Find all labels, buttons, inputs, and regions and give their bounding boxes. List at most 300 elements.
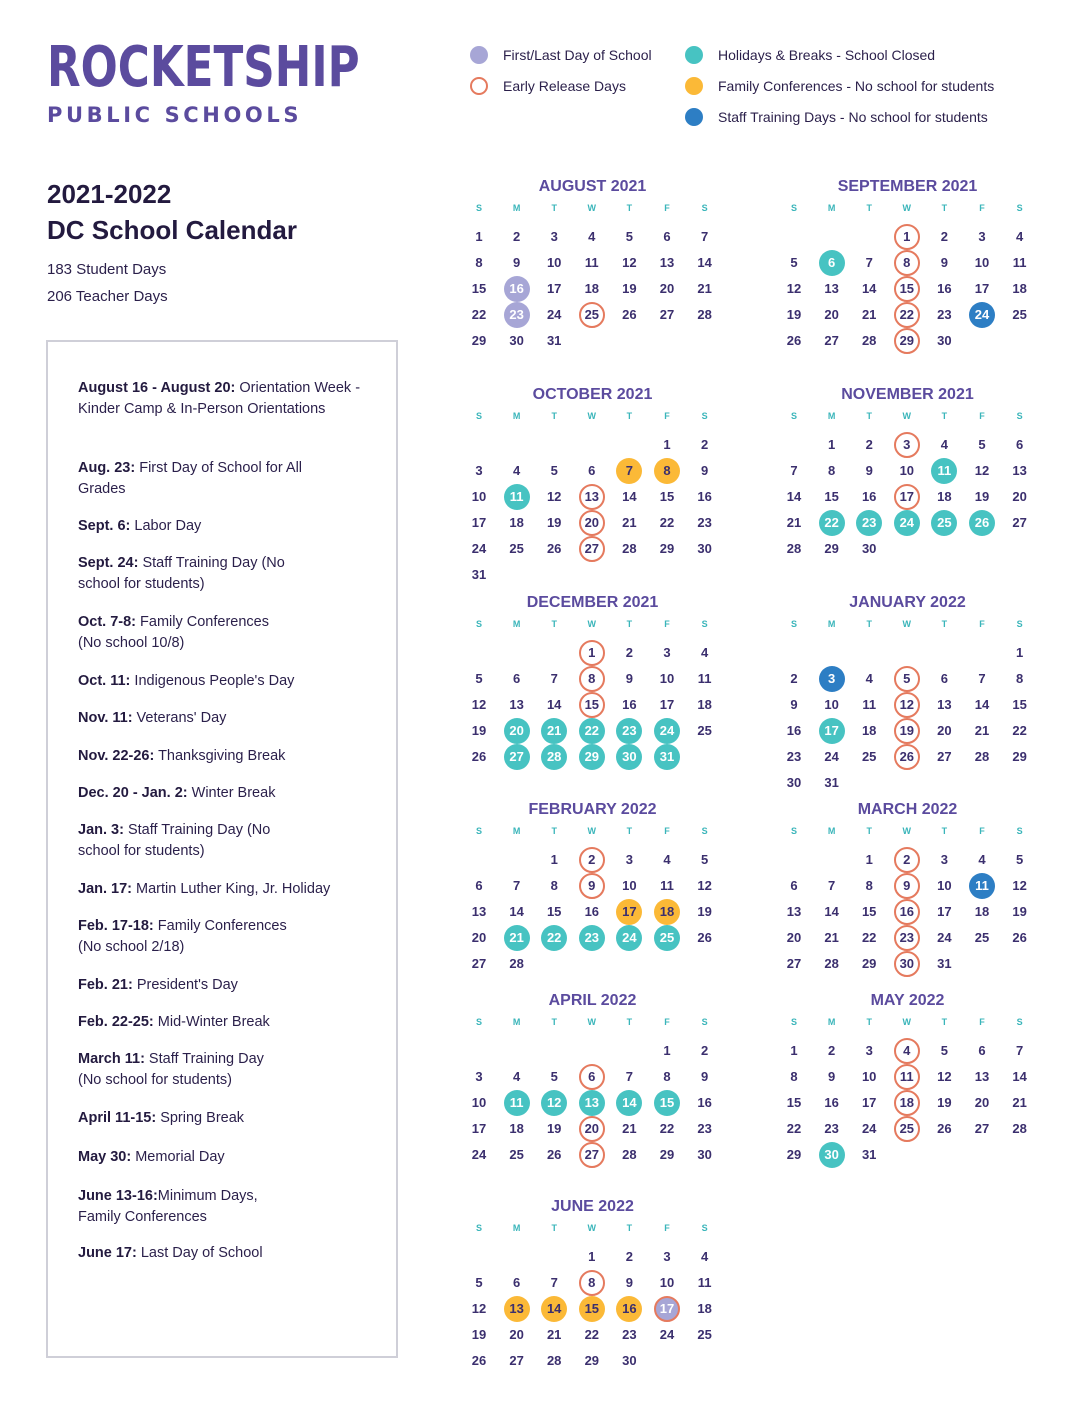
calendar-day: 14 [1012,1068,1027,1084]
weekday-label: T [941,203,948,213]
calendar-day: 9 [827,1068,836,1084]
calendar-day: 12 [894,692,920,718]
calendar-day: 11 [1012,254,1027,270]
calendar-day: 18 [1012,280,1027,296]
calendar-day: 13 [1012,462,1027,478]
weekday-label: T [626,411,633,421]
calendar-day: 21 [861,306,877,322]
calendar-day: 10 [546,254,562,270]
calendar-day: 4 [588,229,596,244]
calendar-day: 13 [824,280,839,296]
calendar-day: 30 [861,540,877,556]
calendar-day: 5 [1015,852,1024,867]
calendar-day: 31 [937,955,952,971]
calendar-day: 28 [541,744,567,770]
calendar-day: 21 [697,280,712,296]
calendar-day: 7 [790,462,798,478]
calendar-day: 11 [969,873,995,899]
calendar-day: 3 [625,852,633,867]
calendar-day: 28 [546,1352,562,1368]
calendar-day: 3 [475,462,483,478]
calendar-day: 10 [471,1094,487,1110]
calendar-day: 20 [786,929,802,945]
calendar-day: 27 [504,744,530,770]
calendar-day: 19 [546,1120,562,1136]
calendar-day: 12 [697,877,712,893]
calendar-day: 19 [471,722,487,738]
rocketship-logo [47,35,448,127]
calendar-day: 17 [974,280,990,296]
event-description: Family Conferences (No school 10/8) [78,614,269,651]
calendar-day: 27 [659,306,675,322]
calendar-day: 23 [894,925,920,951]
event-item [78,671,378,692]
calendar-day: 31 [471,566,487,582]
calendar-day: 19 [622,280,637,296]
calendar-day: 17 [861,1094,877,1110]
legend-item-first-last-day [470,45,652,65]
calendar-day: 17 [654,1296,680,1322]
calendar-day: 18 [584,280,600,296]
event-date: June 13-16: [78,1188,158,1204]
calendar-day: 11 [894,1064,920,1090]
calendar-day: 4 [512,462,521,478]
weekday-label: T [551,1017,557,1027]
calendar-day: 23 [616,718,642,744]
calendar-day: 3 [475,1068,483,1084]
weekday-label: S [790,203,797,213]
calendar-day: 16 [616,1296,642,1322]
calendar-day: 13 [786,903,802,919]
calendar-day: 2 [625,645,633,660]
calendar-day: 30 [697,540,712,556]
month-title: JUNE 2022 [551,1198,634,1215]
weekday-label: S [1016,1017,1023,1027]
calendar-day: 5 [550,1068,558,1084]
calendar-day: 8 [790,1068,798,1084]
calendar-day: 29 [471,332,487,348]
weekday-label: W [902,203,912,213]
calendar-day: 28 [509,955,524,971]
calendar-day: 12 [1012,877,1027,893]
calendar-day: 23 [824,1120,839,1136]
weekday-label: W [587,1017,597,1027]
calendar-day: 13 [974,1068,990,1084]
weekday-label: M [512,1223,521,1233]
calendar-day: 23 [504,302,530,328]
calendar-day: 15 [1012,696,1027,712]
calendar-day: 4 [700,645,709,660]
calendar-day: 11 [862,696,877,712]
weekday-label: M [512,203,521,213]
weekday-label: S [1016,619,1023,629]
calendar-day: 24 [471,540,487,556]
calendar-day: 17 [894,484,920,510]
calendar-day: 5 [625,229,633,244]
calendar-day: 24 [616,925,642,951]
calendar-day: 18 [509,514,524,530]
calendar-day: 24 [894,510,920,536]
calendar-day: 9 [512,254,521,270]
calendar-day: 18 [509,1120,524,1136]
calendar-day: 5 [978,437,986,452]
calendar-day: 21 [622,514,637,530]
calendar-day: 1 [550,852,558,867]
calendar-day: 30 [937,332,952,348]
weekday-label: W [902,1017,912,1027]
calendar-day: 19 [546,514,562,530]
calendar-day: 6 [978,1043,986,1058]
weekday-label: S [701,1223,708,1233]
calendar-day: 7 [616,458,642,484]
calendar-day: 29 [824,540,839,556]
event-description: Spring Break [156,1110,245,1126]
calendar-day: 2 [625,1249,633,1264]
calendar-day: 28 [786,540,802,556]
calendar-day: 16 [824,1094,839,1110]
calendar-day: 17 [937,903,952,919]
calendar-day: 9 [865,462,873,478]
calendar-day: 25 [509,1146,524,1162]
calendar-day: 5 [894,666,920,692]
calendar-day: 18 [861,722,877,738]
calendar-day: 24 [969,302,995,328]
calendar-day: 22 [861,929,877,945]
calendar-day: 25 [861,748,877,764]
calendar-day: 31 [546,332,562,348]
weekday-label: F [979,411,985,421]
legend-item-family-conferences [685,76,994,96]
calendar-day: 30 [622,1352,637,1368]
weekday-label: S [790,826,797,836]
calendar-day: 27 [579,1142,605,1168]
calendar-day: 26 [1012,929,1027,945]
month-title: DECEMBER 2021 [526,594,659,611]
calendar-day: 3 [978,229,986,244]
calendar-day: 24 [471,1146,487,1162]
calendar-day: 14 [824,903,839,919]
calendar-day: 15 [546,903,562,919]
calendar-day: 12 [471,1300,487,1316]
event-item [78,612,293,654]
calendar-day: 18 [697,1300,712,1316]
calendar-day: 6 [475,877,483,893]
weekday-label: T [941,619,948,629]
calendar-day: 19 [894,718,920,744]
event-date: Feb. 22-25: [78,1014,154,1030]
calendar-day: 4 [894,1038,920,1064]
important-dates-panel [46,340,398,1358]
event-description: President's Day [132,977,238,993]
calendar-day: 11 [504,484,530,510]
legend-label: Family Conferences - No school for students [718,78,995,94]
weekday-label: W [902,619,912,629]
calendar-day: 19 [471,1326,487,1342]
calendar-day: 6 [579,1064,605,1090]
calendar-day: 12 [471,696,487,712]
calendar-day: 9 [625,670,633,686]
calendar-day: 20 [509,1326,524,1342]
calendar-day: 21 [786,514,802,530]
calendar-day: 13 [579,484,605,510]
calendar-day: 4 [1015,229,1024,244]
calendar-day: 16 [861,488,877,504]
calendar-day: 7 [700,229,709,244]
calendar-day: 3 [663,1249,671,1264]
event-item [78,553,293,595]
calendar-day: 10 [471,488,487,504]
calendar-day: 4 [978,852,986,867]
calendar-day: 27 [786,955,802,971]
calendar-day: 21 [622,1120,637,1136]
weekday-label: F [979,1017,985,1027]
event-description: Last Day of School [136,1245,263,1261]
calendar-day: 28 [824,955,839,971]
calendar-day: 6 [819,250,845,276]
legend-label: First/Last Day of School [503,47,652,63]
calendar-day: 13 [504,1296,530,1322]
calendar-day: 4 [940,437,948,452]
calendar-day: 27 [937,748,952,764]
calendar-day: 11 [931,458,957,484]
calendar-day: 3 [894,432,920,458]
calendar-day: 16 [697,1094,712,1110]
calendar-day: 29 [1012,748,1027,764]
calendar-day: 7 [978,670,986,686]
calendar-day: 28 [622,540,637,556]
calendar-day: 3 [940,852,948,867]
calendar-day: 3 [819,666,845,692]
calendar-day: 2 [579,847,605,873]
calendar-day: 17 [546,280,562,296]
calendar-day: 14 [622,488,637,504]
calendar-day: 9 [625,1274,633,1290]
event-item [78,1186,288,1228]
calendar-day: 23 [622,1326,637,1342]
event-date: May 30: [78,1149,132,1165]
weekday-label: S [475,619,482,629]
calendar-day: 1 [663,1043,671,1058]
calendar-day: 6 [790,877,798,893]
calendar-day: 15 [824,488,839,504]
calendar-day: 8 [894,250,920,276]
calendar-day: 22 [584,1326,600,1342]
calendar-day: 1 [865,852,873,867]
calendar-day: 24 [937,929,952,945]
weekday-label: S [1016,411,1023,421]
weekday-label: M [827,203,836,213]
calendar-day: 10 [622,877,637,893]
event-item [78,458,308,500]
calendar-day: 12 [937,1068,952,1084]
logo-wordmark: ROCKETSHIP [47,35,360,100]
calendar-day: 16 [504,276,530,302]
calendar-day: 27 [579,536,605,562]
weekday-label: M [827,826,836,836]
calendar-day: 22 [659,1120,675,1136]
calendar-day: 7 [827,877,836,893]
calendar-day: 2 [940,229,948,244]
event-item [78,1243,378,1264]
calendar-day: 29 [861,955,877,971]
calendar-day: 26 [697,929,712,945]
calendar-day: 18 [974,903,990,919]
month-title: APRIL 2022 [548,992,637,1009]
calendar-day: 27 [509,1352,524,1368]
calendar-day: 28 [974,748,990,764]
event-description: Winter Break [187,785,276,801]
calendar-day: 2 [790,670,798,686]
calendar-day: 24 [659,1326,675,1342]
calendar-day: 23 [937,306,952,322]
calendar-day: 22 [579,718,605,744]
calendar-day: 4 [512,1068,521,1084]
event-description: Thanksgiving Break [154,748,286,764]
calendar-day: 4 [663,852,671,867]
event-date: Nov. 22-26: [78,748,155,764]
calendar-day: 20 [937,722,952,738]
month-title: NOVEMBER 2021 [841,386,974,403]
weekday-label: S [790,619,797,629]
calendar-day: 25 [1012,306,1027,322]
calendar-day: 1 [579,640,605,666]
calendar-day: 30 [509,332,524,348]
weekday-label: S [1016,826,1023,836]
teacher-days: 206 Teacher Days [47,288,168,305]
calendar-day: 15 [659,488,675,504]
calendar-day: 9 [700,462,709,478]
calendar-day: 26 [786,332,802,348]
calendar-day: 15 [654,1090,680,1116]
event-date: Aug. 23: [78,460,136,476]
weekday-label: T [941,411,948,421]
event-description: Staff Training Day (No school for students) [78,822,271,859]
weekday-label: T [866,203,872,213]
calendar-day: 16 [937,280,952,296]
calendar-day: 11 [697,670,712,686]
calendar-day: 20 [659,280,675,296]
calendar-day: 4 [865,670,873,686]
calendar-day: 1 [1015,645,1024,660]
weekday-label: M [827,619,836,629]
weekday-label: T [551,619,557,629]
event-date: August 16 - August 20: [78,380,236,396]
student-days: 183 Student Days [47,261,167,278]
event-date: Jan. 17: [78,881,132,897]
calendar-day: 28 [1012,1120,1027,1136]
calendar-day: 16 [894,899,920,925]
calendar-day: 29 [659,540,675,556]
calendar-day: 22 [786,1120,802,1136]
calendar-day: 21 [1012,1094,1027,1110]
weekday-label: S [701,619,708,629]
weekday-label: T [551,411,557,421]
calendar-day: 15 [579,692,605,718]
weekday-label: T [866,619,872,629]
calendar-day: 10 [861,1068,877,1084]
event-date: Dec. 20 - Jan. 2: [78,785,188,801]
calendar-day: 29 [894,328,920,354]
calendar-day: 25 [697,722,712,738]
event-item [78,516,378,537]
event-item [78,378,378,420]
event-description: Mid-Winter Break [153,1014,270,1030]
month-title: MARCH 2022 [857,801,958,818]
weekday-label: M [512,826,521,836]
event-item [78,1012,378,1033]
calendar-day: 9 [579,873,605,899]
event-date: April 11-15: [78,1110,157,1126]
event-date: Oct. 7-8: [78,614,137,630]
weekday-label: T [866,826,872,836]
weekday-label: T [866,411,872,421]
calendar-day: 31 [861,1146,877,1162]
staff-training-dot-icon [685,108,703,126]
weekday-label: S [790,1017,797,1027]
weekday-label: S [701,826,708,836]
calendar-day: 16 [584,903,600,919]
calendar-day: 18 [937,488,952,504]
calendar-day: 18 [654,899,680,925]
calendar-day: 13 [659,254,675,270]
calendar-day: 10 [937,877,952,893]
calendar-day: 24 [824,748,839,764]
calendar-day: 25 [654,925,680,951]
weekday-label: T [626,619,633,629]
calendar-day: 2 [865,437,873,452]
calendar-day: 12 [541,1090,567,1116]
event-item [78,783,378,804]
calendar-day: 25 [579,302,605,328]
calendar-day: 8 [1015,670,1024,686]
calendar-day: 7 [512,877,521,893]
calendar-day: 25 [931,510,957,536]
calendar-day: 20 [974,1094,990,1110]
calendar-day: 25 [697,1326,712,1342]
calendar-day: 18 [697,696,712,712]
calendar-day: 23 [697,514,712,530]
event-date: Nov. 11: [78,710,133,726]
calendar-day: 22 [819,510,845,536]
weekday-label: T [551,1223,557,1233]
calendar-day: 1 [894,224,920,250]
legend-label: Staff Training Days - No school for students [718,109,988,125]
event-description: Staff Training Day (No school for students) [78,1051,264,1088]
calendar-day: 23 [697,1120,712,1136]
calendar-day: 14 [974,696,990,712]
calendar-day: 27 [974,1120,990,1136]
event-description: Veterans' Day [132,710,227,726]
calendar-day: 24 [654,718,680,744]
calendar-day: 23 [579,925,605,951]
early-release-ring-icon [470,77,488,95]
calendar-day: 22 [659,514,675,530]
event-item [78,820,278,862]
calendar-day: 17 [471,514,487,530]
calendar-day: 20 [504,718,530,744]
calendar-day: 17 [616,899,642,925]
weekday-label: W [587,1223,597,1233]
calendar-day: 26 [546,1146,562,1162]
weekday-label: F [664,1017,670,1027]
calendar-day: 2 [827,1043,836,1058]
calendar-day: 20 [579,510,605,536]
weekday-label: T [626,1017,633,1027]
weekday-label: F [664,826,670,836]
calendar-day: 13 [471,903,487,919]
calendar-day: 27 [471,955,487,971]
event-description: Martin Luther King, Jr. Holiday [132,881,331,897]
